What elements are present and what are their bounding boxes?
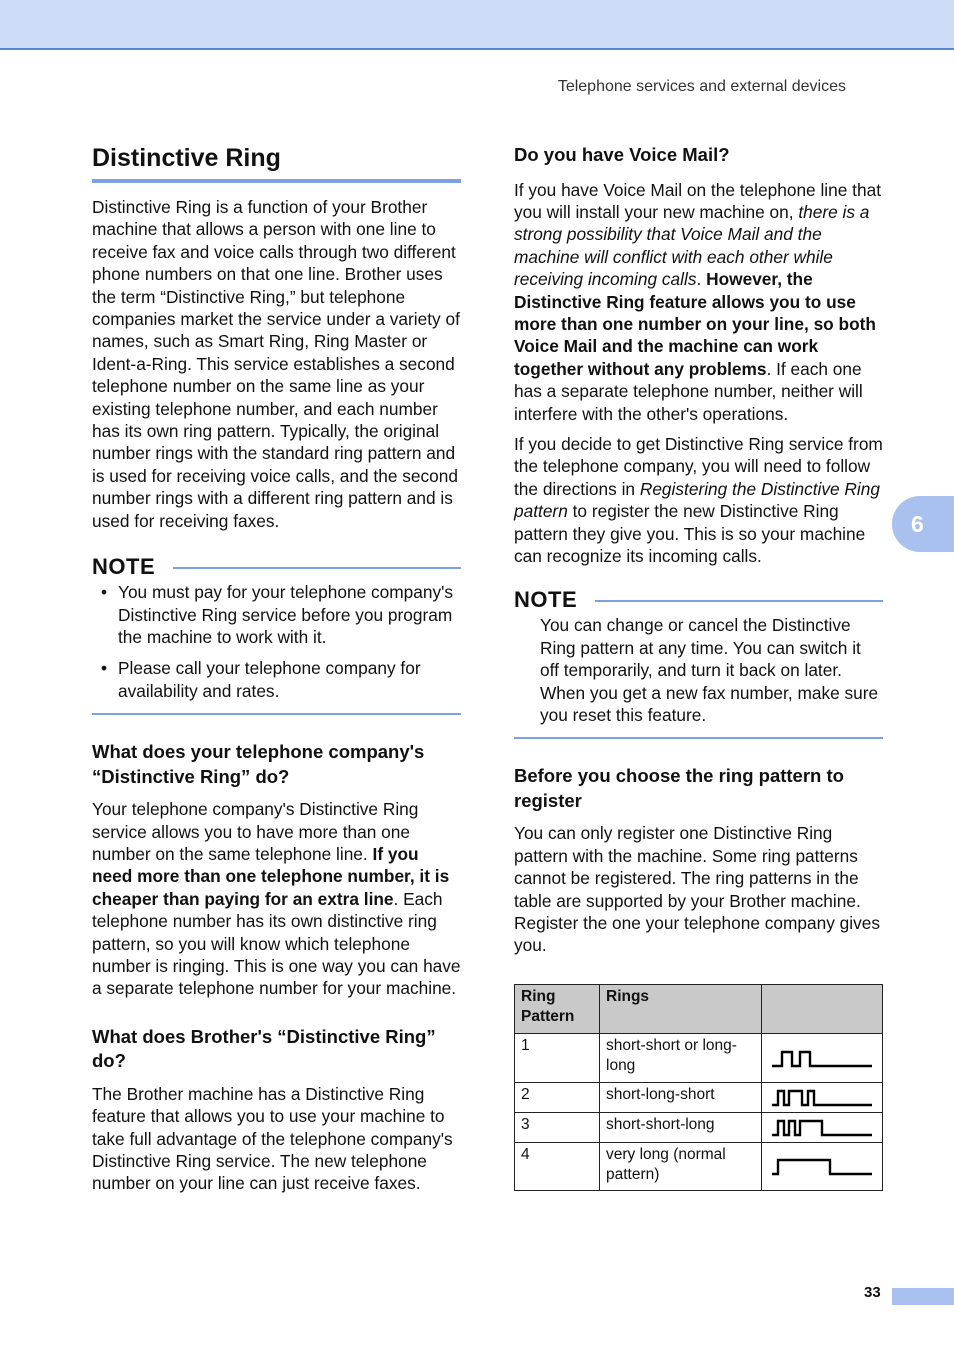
chapter-tab: 6 (892, 496, 954, 552)
header-ring-pattern: Ring Pattern (515, 984, 600, 1033)
page-number-band (892, 1288, 954, 1305)
header-rings: Rings (600, 984, 762, 1033)
text-span: . If each one has a separate telephone number, neither will interfere with the other's operations. (514, 358, 863, 424)
text-span: Your telephone company's Distinctive Ring service allows you to have more than one number on the same telephone line. (92, 799, 419, 864)
text-span: to register the new Distinctive Ring pattern they give you. This is so your machine can recognize its incoming calls. (514, 501, 866, 566)
note-box-right (514, 587, 883, 739)
telco-paragraph (92, 798, 461, 1000)
running-head: Telephone services and external devices (557, 78, 846, 95)
cell-waveform (762, 1142, 883, 1190)
cell-rings: short-long-short (600, 1082, 762, 1112)
subheading-voicemail: Do you have Voice Mail? (514, 144, 730, 165)
header-waveform (762, 984, 883, 1033)
subheading-before: Before you choose the ring pattern to register (514, 765, 844, 811)
short-short-long-waveform-icon (762, 1115, 882, 1139)
text-span: If you have Voice Mail on the telephone line that you will install your new machine on, (514, 179, 881, 222)
intro-paragraph: Distinctive Ring is a function of your Brother machine that allows a person with one line to receive fax and voice calls through two different phone numbers on that one line. Brother uses the term “Distinctive Ring,” but telephone companies market the service under a variety of names, such as Smart Ring, Ring Master or Ident-a-Ring. This service establishes a second telephone number on the same line as your existing telephone number, and each number has its own ring pattern. Typically, the original number rings with the standard ring pattern and is used for receiving voice calls, and the second number rings with a different ring pattern and is used for receiving faxes. (92, 197, 460, 531)
very-long-waveform-icon (762, 1154, 882, 1178)
note-item: • Please call your telephone company for availability and rates. (118, 657, 461, 702)
text-span: . Each telephone number has its own distinctive ring pattern, so you will know which telephone number is ringing. This is one way you can have a separate telephone number for your machine. (92, 888, 461, 999)
top-header-band (0, 0, 954, 50)
note-rule (173, 567, 461, 569)
cell-number: 1 (515, 1033, 600, 1082)
note-rule (595, 600, 883, 602)
rings-label: very long (normal pattern) (606, 1145, 726, 1183)
page-number: 33 (864, 1284, 881, 1301)
subheading-brother: What does Brother's “Distinctive Ring” do? (92, 1025, 436, 1072)
table-header-row (515, 984, 883, 1033)
cell-number: 3 (515, 1112, 600, 1142)
voicemail-paragraph-2 (514, 433, 883, 567)
left-column (92, 140, 461, 1203)
note-header (514, 587, 883, 613)
note-list (92, 581, 461, 702)
table-row (515, 1082, 883, 1112)
voicemail-paragraph-1 (514, 179, 883, 425)
text-span: . (696, 269, 707, 290)
brother-paragraph: The Brother machine has a Distinctive Ring feature that allows you to use your machine to take full advantage of the telephone company's Distinctive Ring service. The new telephone number on your line can just receive faxes. (92, 1083, 453, 1194)
cell-waveform (762, 1082, 883, 1112)
cell-rings: short-short or long-long (600, 1033, 762, 1082)
right-column (514, 143, 883, 1191)
cell-rings (600, 1142, 762, 1190)
cell-waveform (762, 1033, 883, 1082)
table-row (515, 1142, 883, 1190)
short-long-short-waveform-icon (762, 1085, 882, 1109)
note-title: NOTE (514, 587, 578, 613)
ring-pattern-table (514, 984, 883, 1191)
cell-number: 2 (515, 1082, 600, 1112)
cell-number: 4 (515, 1142, 600, 1190)
section-title: Distinctive Ring (92, 140, 461, 183)
note-header (92, 554, 461, 580)
note-title: NOTE (92, 554, 156, 580)
short-short-or-long-long-waveform-icon (762, 1046, 882, 1070)
table-row (515, 1112, 883, 1142)
cross-reference-link: Registering the Distinctive Ring pattern (514, 478, 880, 522)
note-item: • You must pay for your telephone company's Distinctive Ring service before you program the machine to work with it. (118, 581, 461, 648)
cell-rings: short-short-long (600, 1112, 762, 1142)
bold-span: If you need more than one telephone number, it is cheaper than paying for an extra line (92, 843, 450, 909)
table-row (515, 1033, 883, 1082)
before-paragraph: You can only register one Distinctive Ring pattern with the machine. Some ring patterns cannot be registered. The ring patterns in the table are supported by your Brother machine. Register the one your telephone company gives you. (514, 823, 881, 956)
subheading-telco: What does your telephone company's “Distinctive Ring” do? (92, 741, 425, 787)
bold-span: However, the Distinctive Ring feature allows you to use more than one number on your line, so both Voice Mail and the machine can work together without any problems (514, 269, 876, 379)
text-span: If you decide to get Distinctive Ring service from the telephone company, you will need to follow the directions in (514, 433, 883, 499)
cell-waveform (762, 1112, 883, 1142)
italic-span: there is a strong possibility that Voice Mail and the machine will conflict with each other while receiving incoming calls (514, 201, 870, 290)
note-text: You can change or cancel the Distinctive Ring pattern at any time. You can switch it off temporarily, and turn it back on later. When you get a new fax number, make sure you reset this feature. (540, 615, 879, 726)
note-box-left (92, 554, 461, 715)
